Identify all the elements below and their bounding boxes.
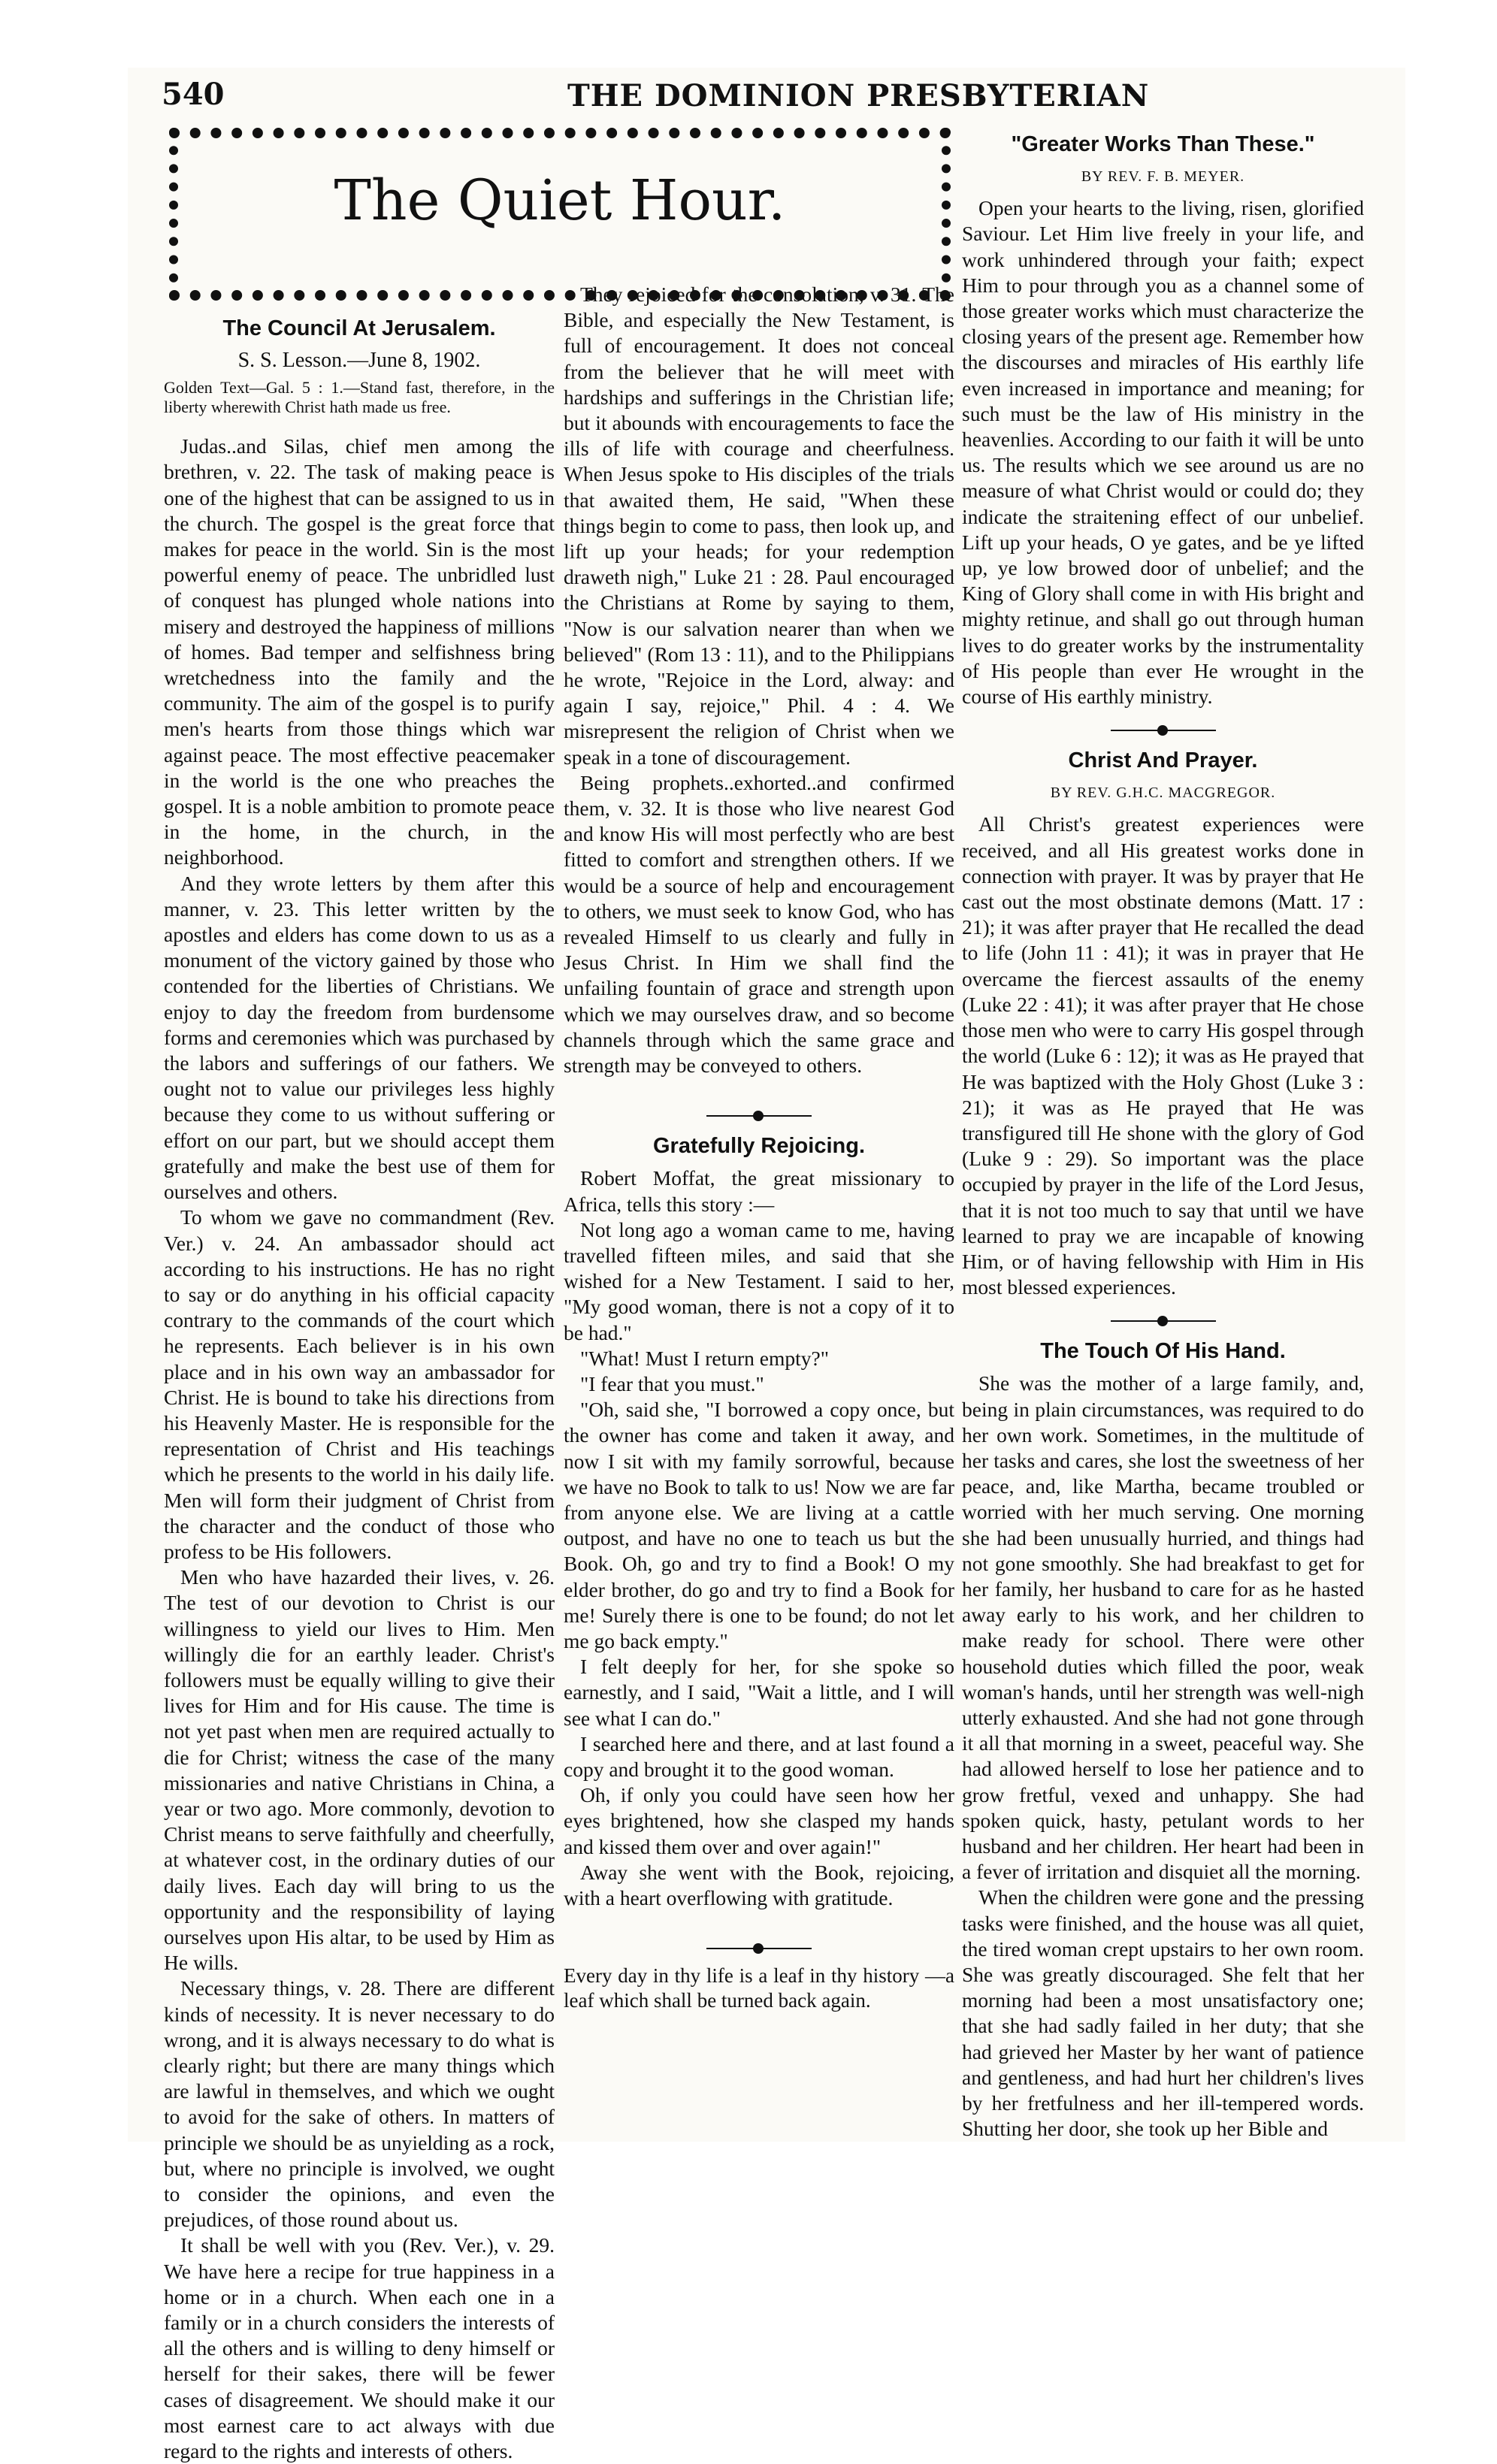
section-separator bbox=[1111, 723, 1216, 738]
council-paragraph: Men who have hazarded their lives, v. 26. The test of our devotion to Christ is our willingness to yield our lives to Him. Men willingly die for an earthly leader. Christ's followers must be equally willing to give their lives for Him and for His cause. The time is not yet past when men are required actually to die for Christ; witness the case of the many missionaries and native Christians in China, a year or two ago. More commonly, devotion to Christ means to serve faithfully and cheerfully, at whatever cost, in the ordinary duties of our daily lives. Each day will bring to us the opportunity and the responsibility of laying ourselves upon His altar, to be used by Him as He wills. bbox=[164, 1565, 555, 1975]
closing-verse: Every day in thy life is a leaf in thy history —a leaf which shall be turned back again. bbox=[564, 1964, 954, 2012]
touch-title: The Touch Of His Hand. bbox=[1040, 1339, 1286, 1364]
council-paragraph: It shall be well with you (Rev. Ver.), v. 29. We have here a recipe for true happiness in a home or in a church. When each one in a family or in a church considers the interests of all the others and is willing to deny himself or herself for their sakes, there will be fewer cases of disagreement. We should make it our most earnest care to act always with due regard to the rights and interests of others. bbox=[164, 2233, 555, 2463]
council-paragraph: Judas..and Silas, chief men among the brethren, v. 22. The task of making peace is one of the highest that can be assigned to us in the church. The gospel is the great force that makes for peace in the world. Sin is the most powerful enemy of peace. The unbridled lust of conquest has plunged whole nations into misery and destroyed the happiness of millions of homes. Bad temper and selfishness bring wretchedness into the family and the community. The aim of the gospel is to purify men's hearts from those things which war against peace. The most effective peacemaker in the world is the one who preaches the gospel. It is a noble ambition to promote peace in the home, in the church, in the neighborhood. bbox=[164, 434, 555, 869]
rejoicing-paragraph: Not long ago a woman came to me, having travelled fifteen miles, and said that she wished for a New Testament. I said to her, "My good woman, there is not a copy of it to be had." bbox=[564, 1217, 954, 1344]
newspaper-page bbox=[128, 68, 1405, 2463]
rejoicing-paragraph: "What! Must I return empty?" bbox=[580, 1346, 829, 1370]
greater-works-byline: BY REV. F. B. MEYER. bbox=[1081, 168, 1245, 185]
section-separator bbox=[706, 1108, 812, 1123]
council-paragraph: To whom we gave no commandment (Rev. Ver.) v. 24. An ambassador should act according to his instructions. He has no right to say or do anything in his official capacity contrary to the commands of the court which he represents. Each believer is in his own place and in his own way an ambassador for Christ. He is bound to take his directions from his Heavenly Master. He is responsible for the representation of Christ and His teachings which he presents to the world in his daily life. Men will form their judgment of Christ from the character and the conduct of those who profess to be His followers. bbox=[164, 1205, 555, 1563]
touch-paragraph: She was the mother of a large family, and, being in plain circumstances, was required to do her own work. Sometimes, in the multitude of her tasks and cares, she lost the sweetness of her peace, and, like Martha, became troubled or worried with her much serving. One morning she had been unusually hurried, and things had not gone smoothly. She had breakfast to get for her family, her husband to care for as he hasted away early to his work, and her children to make ready for school. There were other household duties which filled the poor, weak woman's hands, until her strength was well-nigh utterly exhausted. And she had not gone through it all that morning in a sweet, peaceful way. She had allowed herself to lose her patience and to grow fretful, vexed and unhappy. She had spoken quick, hasty, petulant words to her husband and her children. Her heart had been in a fever of irritation and disquiet all the morning. bbox=[962, 1371, 1364, 1884]
rejoicing-paragraph: "I fear that you must." bbox=[580, 1371, 764, 1395]
golden-text: Golden Text—Gal. 5 : 1.—Stand fast, therefore, in the liberty wherewith Christ hath made us free. bbox=[164, 378, 555, 417]
greater-works-paragraph: Open your hearts to the living, risen, glorified Saviour. Let Him live freely in your life, and work unhindered through your faith; expect Him to pour through you as a channel some of those greater works which must characterize the closing years of the present age. Remember how the discourses and miracles of His earthly life even increased in importance and meaning; for such must be the law of His ministry in the heavenlies. According to our faith it will be unto us. The results which we see around us are no measure of what Christ would or could do; they indicate the straitening effect of our unbelief. Lift up your heads, O ye gates, and be ye lifted up, ye low browed door of unbelief; and the King of Glory shall come in with His bright and mighty retinue, and shall go out through human lives to do greater works by the instrumentality of His people than ever He wrought in the course of His earthly ministry. bbox=[962, 196, 1364, 709]
journal-title: THE DOMINION PRESBYTERIAN bbox=[567, 78, 1150, 113]
prayer-paragraph: All Christ's greatest experiences were received, and all His greatest works done in connection with prayer. It was by prayer that He cast out the most obstinate demons (Matt. 17 : 21); it was after prayer that He recalled the dead to life (John 11 : 41); it was in prayer that He overcame the fiercest assaults of the enemy (Luke 22 : 41); it was after prayer that He chose those men who were to carry His gospel through the world (Luke 6 : 12); it was as He prayed that He was baptized with the Holy Ghost (Luke 3 : 21); it was as He prayed that He was transfigured till He shone with the glory of God (Luke 9 : 29). So important was the place occupied by prayer in the life of the Lord Jesus, that it is not too much to say that until we have learned to pray we are incapable of knowing Him, or of having fellowship with Him in His most blessed experiences. bbox=[962, 812, 1364, 1299]
rejoicing-paragraph: I searched here and there, and at last found a copy and brought it to the good woman. bbox=[564, 1731, 954, 1781]
page-number: 540 bbox=[162, 77, 225, 112]
council-paragraph: Being prophets..exhorted..and confirmed them, v. 32. It is those who live nearest God and know His will most perfectly who are best fitted to comfort and strengthen others. If we would be a source of help and encouragement to others, we must seek to know God, who has revealed Himself to us clearly and fully in Jesus Christ. In Him we shall find the unfailing fountain of grace and strength upon which we may ourselves draw, and so become channels through which the same grace and strength may be conveyed to others. bbox=[564, 770, 954, 1078]
column-2 bbox=[564, 282, 954, 2013]
council-paragraph: And they wrote letters by them after this manner, v. 23. This letter written by the apostles and elders has come down to us as a monument of the victory gained by those who contended for the liberties of Christians. We enjoy to day the freedom from burdensome forms and ceremonies which was purchased by the labors and sufferings of our fathers. We ought not to value our privileges less highly because they come to us without suffering or effort on our part, but we should accept them gratefully and make the best use of them for ourselves and others. bbox=[164, 871, 555, 1204]
banner-title: The Quiet Hour. bbox=[334, 168, 786, 233]
section-separator bbox=[706, 1941, 812, 1956]
prayer-title: Christ And Prayer. bbox=[1068, 748, 1258, 773]
rejoicing-paragraph: I felt deeply for her, for she spoke so earnestly, and I said, "Wait a little, and I will see what I can do." bbox=[564, 1655, 954, 1730]
council-title: The Council At Jerusalem. bbox=[222, 316, 496, 340]
prayer-byline: BY REV. G.H.C. MACGREGOR. bbox=[1050, 785, 1276, 802]
column-3 bbox=[962, 128, 1364, 2142]
column-1 bbox=[164, 312, 555, 2464]
greater-works-title: "Greater Works Than These." bbox=[1011, 132, 1315, 156]
council-paragraph: Necessary things, v. 28. There are different kinds of necessity. It is never necessary to do wrong, and it is always necessary to do what is clearly right; but there are many things which are lawful in themselves, and which we ought to avoid for the sake of others. In matters of principle we should be as unyielding as a rock, but, where no principle is involved, we ought to consider the opinions, and even the prejudices, of those round about us. bbox=[164, 1976, 555, 2232]
page-header bbox=[162, 77, 1409, 122]
rejoicing-paragraph: "Oh, said she, "I borrowed a copy once, but the owner has come and taken it away, and now I sit with my family sorrowful, because we have no Book to talk to us! Now we are far from anyone else. We are living at a cattle outpost, and have no one to teach us but the Book. Oh, go and try to find a Book! O my elder brother, do go and try to find a Book for me! Surely there is one to be found; do not let me go back empty." bbox=[564, 1398, 954, 1652]
rejoicing-paragraph: Robert Moffat, the great missionary to Africa, tells this story :— bbox=[564, 1166, 954, 1216]
rejoicing-paragraph: Away she went with the Book, rejoicing, with a heart overflowing with gratitude. bbox=[564, 1860, 954, 1909]
touch-paragraph: When the children were gone and the pressing tasks were finished, and the house was all quiet, the tired woman crept upstairs to her own room. She was greatly discouraged. She felt that her morning had been a most unsatisfactory one; that she had sadly failed in her duty; that she had grieved her Master by her want of patience and gentleness, and had hurt her children's lives by her fretfulness and her ill-tempered words. Shutting her door, she took up her Bible and bbox=[962, 1885, 1364, 2141]
rejoicing-paragraph: Oh, if only you could have seen how her eyes brightened, how she clasped my hands and kissed them over and over again!" bbox=[564, 1783, 954, 1858]
lesson-line: S. S. Lesson.—June 8, 1902. bbox=[237, 349, 481, 372]
rejoicing-title: Gratefully Rejoicing. bbox=[653, 1134, 865, 1159]
quiet-hour-banner bbox=[169, 128, 951, 301]
section-separator bbox=[1111, 1314, 1216, 1329]
council-paragraph: They rejoiced for the consolation, v. 31. The Bible, and especially the New Testament, is full of encouragement. It does not conceal from the believer that he will meet with hardships and sufferings in the Christian life; but it abounds with encouragements to face the ills of life with courage and cheerfulness. When Jesus spoke to His disciples of the trials that awaited them, He said, "When these things begin to come to pass, then look up, and lift up your heads; for your redemption draweth nigh," Luke 21 : 28. Paul encouraged the Christians at Rome by saying to them, "Now is our salvation nearer than when we believed" (Rom 13 : 11), and to the Philippians he wrote, "Rejoice in the Lord, alway: and again I say, rejoice," Phil. 4 : 4. We misrepresent the religion of Christ when we speak in a tone of discouragement. bbox=[564, 283, 954, 769]
